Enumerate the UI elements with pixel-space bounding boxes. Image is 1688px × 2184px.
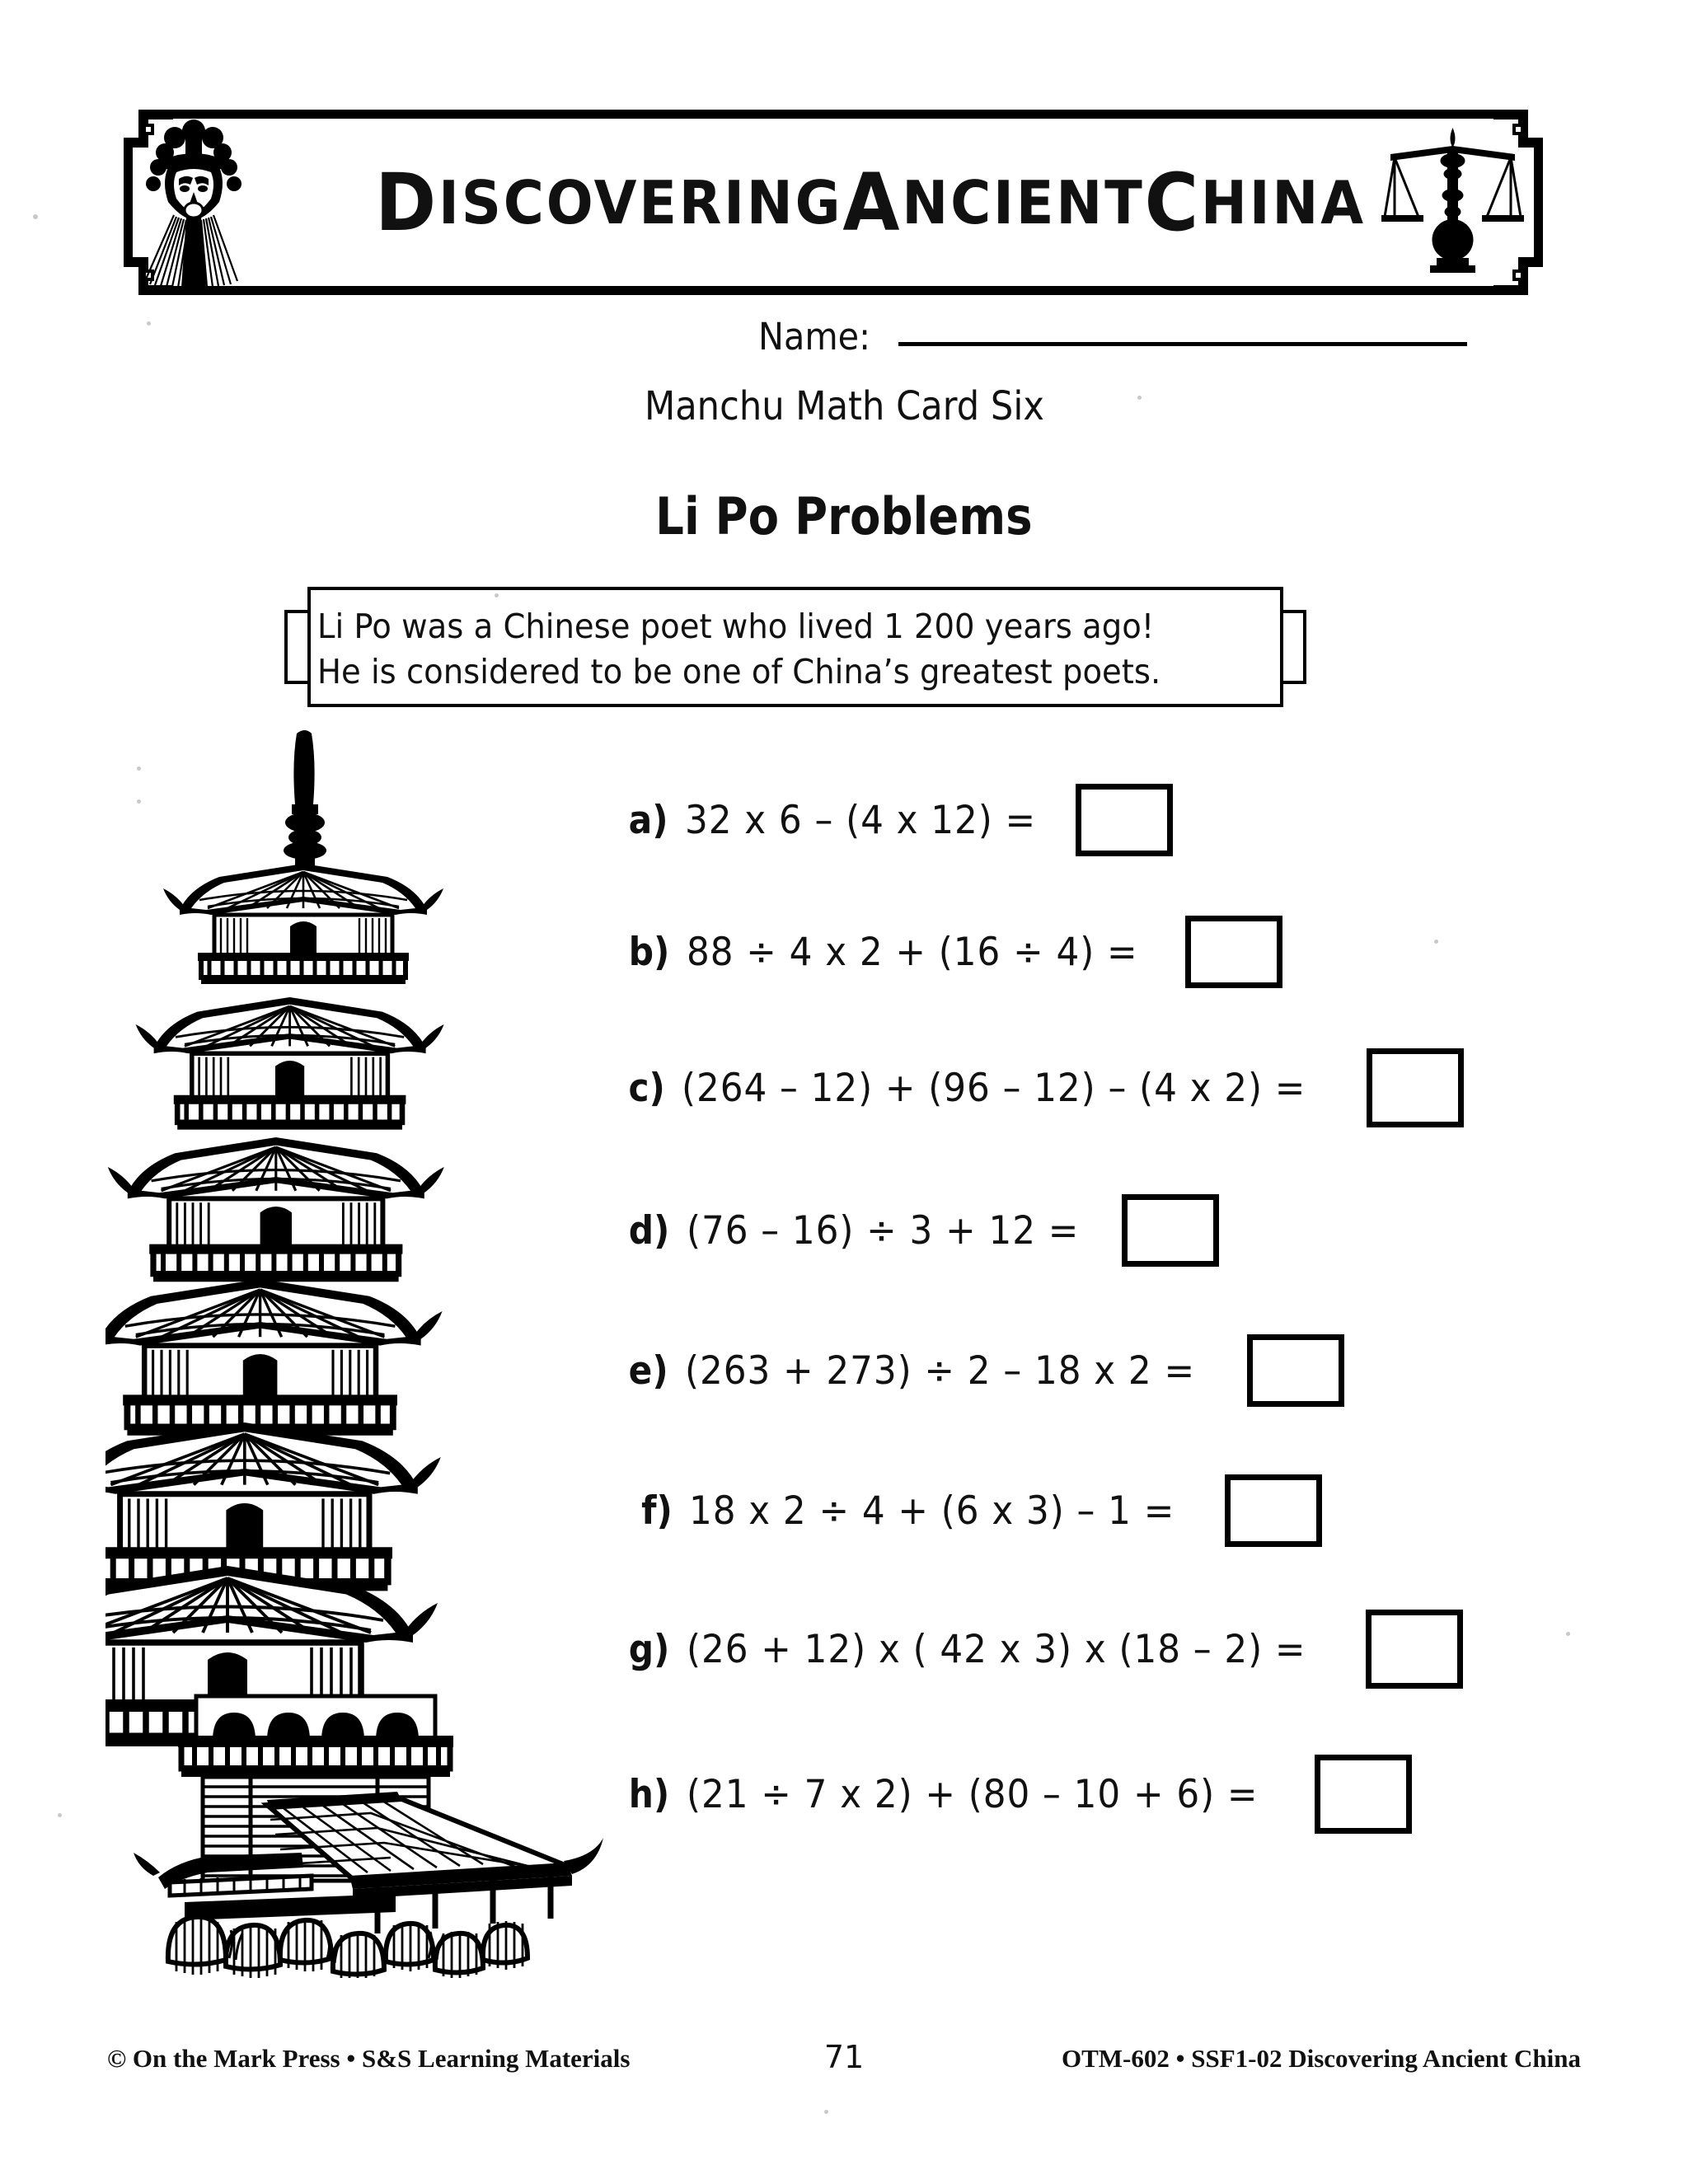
problem-expression-c: (264 – 12) + (96 – 12) – (4 x 2) = <box>682 1065 1306 1111</box>
footer-copyright: © On the Mark Press • S&S Learning Materials <box>107 2044 631 2073</box>
banner-edge-top <box>162 110 1505 119</box>
problem-letter-d: d) <box>628 1207 670 1254</box>
problem-letter-g: g) <box>628 1626 670 1672</box>
info-line-2: He is considered to be one of China’s greatest poets. <box>317 652 1161 691</box>
card-subtitle-text: Manchu Math Card Six <box>644 383 1044 429</box>
name-field-row <box>758 315 1467 359</box>
answer-box-e[interactable] <box>1247 1334 1344 1407</box>
problem-letter-e: e) <box>628 1347 668 1394</box>
answer-box-g[interactable] <box>1366 1610 1463 1689</box>
problem-letter-h: h) <box>628 1771 670 1817</box>
answer-box-h[interactable] <box>1315 1755 1412 1834</box>
problem-row-h <box>626 1745 1412 1844</box>
scan-speckle <box>33 214 38 219</box>
problem-row-d <box>626 1181 1219 1280</box>
name-label: Name: <box>758 315 871 359</box>
problem-row-c <box>626 1038 1464 1137</box>
page-number: 71 <box>823 2039 865 2075</box>
info-line-1: Li Po was a Chinese poet who lived 1 200 years ago! <box>317 607 1155 647</box>
chinese-opera-mask-icon <box>140 120 247 288</box>
header-banner <box>124 110 1543 295</box>
problem-expression-b: 88 ÷ 4 x 2 + (16 ÷ 4) = <box>687 929 1138 975</box>
banner-edge-left <box>124 148 133 257</box>
info-box-text <box>317 598 1273 701</box>
problem-row-a <box>626 771 1173 869</box>
info-box <box>284 587 1306 707</box>
sheet-title <box>0 486 1688 546</box>
banner-edge-right <box>1534 148 1543 257</box>
scan-speckle <box>147 321 151 326</box>
problem-expression-g: (26 + 12) x ( 42 x 3) x (18 – 2) = <box>687 1626 1306 1672</box>
problem-row-b <box>626 902 1282 1001</box>
problem-expression-f: 18 x 2 ÷ 4 + (6 x 3) – 1 = <box>688 1488 1175 1534</box>
chinese-pagoda-illustration <box>106 725 617 1978</box>
answer-box-b[interactable] <box>1185 916 1282 988</box>
answer-box-f[interactable] <box>1225 1474 1322 1547</box>
problem-expression-e: (263 + 273) ÷ 2 – 18 x 2 = <box>685 1347 1196 1394</box>
scan-speckle <box>824 2110 828 2114</box>
problem-row-f <box>640 1461 1322 1560</box>
problem-expression-h: (21 ÷ 7 x 2) + (80 – 10 + 6) = <box>686 1771 1259 1817</box>
scan-speckle <box>58 1813 62 1817</box>
problem-row-g <box>626 1600 1463 1699</box>
balance-scales-icon <box>1381 124 1525 281</box>
card-subtitle <box>0 383 1688 429</box>
problem-letter-a: a) <box>628 797 668 843</box>
page-footer <box>0 2039 1688 2093</box>
problem-letter-b: b) <box>628 929 670 975</box>
answer-box-d[interactable] <box>1122 1194 1219 1267</box>
problem-row-e <box>626 1321 1344 1420</box>
problem-expression-a: 32 x 6 – (4 x 12) = <box>685 797 1037 843</box>
footer-product-code: OTM-602 • SSF1-02 Discovering Ancient China <box>1061 2044 1581 2073</box>
page-title: D ISCOVERING A NCIENT C HINA <box>375 157 1366 249</box>
problem-letter-f: f) <box>641 1488 673 1534</box>
sheet-title-text: Li Po Problems <box>655 486 1033 546</box>
banner-edge-bottom <box>162 286 1505 295</box>
problem-letter-c: c) <box>628 1065 665 1111</box>
answer-box-c[interactable] <box>1367 1048 1464 1127</box>
problem-list <box>626 771 1582 1941</box>
problem-expression-d: (76 – 16) ÷ 3 + 12 = <box>687 1207 1080 1254</box>
answer-box-a[interactable] <box>1076 784 1173 856</box>
name-input-line[interactable] <box>898 342 1467 346</box>
